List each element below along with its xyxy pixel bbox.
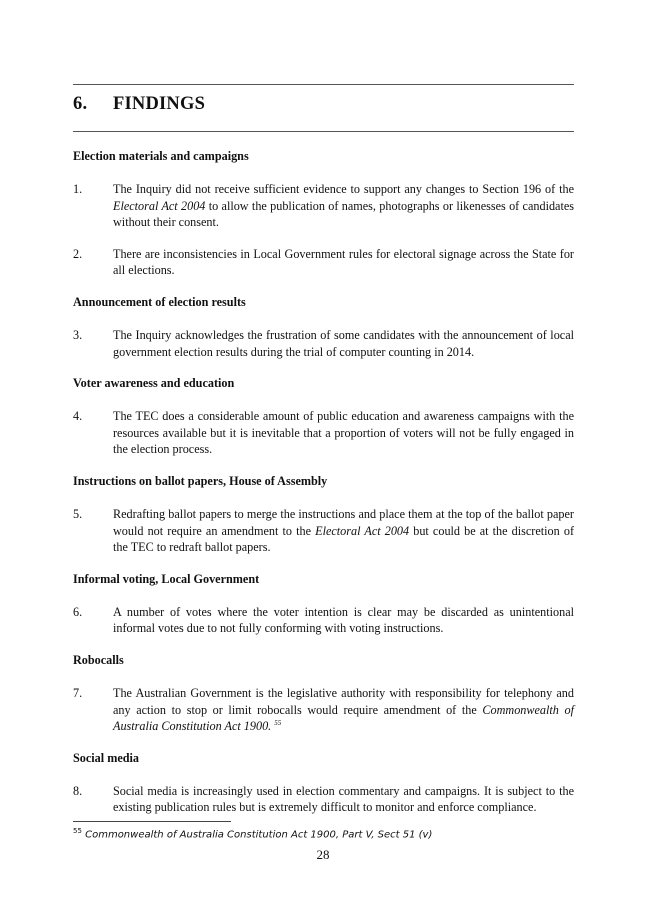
finding-number: 4. xyxy=(73,409,83,424)
footnote-text: Commonwealth of Australia Constitution Act 1900, Part V, Sect 51 (v) xyxy=(85,829,433,841)
top-divider xyxy=(73,84,574,85)
findings-section xyxy=(73,750,574,816)
findings-section xyxy=(73,571,574,637)
finding-item xyxy=(73,327,574,360)
finding-item xyxy=(73,246,574,279)
findings-section xyxy=(73,652,574,735)
finding-number: 5. xyxy=(73,506,83,521)
section-heading: Robocalls xyxy=(73,652,124,667)
finding-text: Redrafting ballot papers to merge the instructions and place them at the top of the ballot paper would not require an amendment to the xyxy=(113,506,574,538)
section-heading: Social media xyxy=(73,750,140,765)
findings-section xyxy=(73,148,574,279)
findings-body xyxy=(73,148,574,831)
act-title: Electoral Act 2004 xyxy=(315,523,410,538)
findings-section xyxy=(73,375,574,458)
finding-text-continued: but could be at the discretion of the TEC to redraft ballot papers. xyxy=(113,523,575,555)
findings-section xyxy=(73,294,574,360)
heading-divider xyxy=(73,131,574,132)
section-heading: Informal voting, Local Government xyxy=(73,571,260,586)
act-title: Commonwealth of Australia Constitution Act 1900. xyxy=(113,702,574,734)
finding-item xyxy=(73,506,574,556)
finding-text: The Inquiry acknowledges the frustration of some candidates with the announcement of local government election results during the trial of computer counting in 2014. xyxy=(113,327,574,359)
finding-item xyxy=(73,181,574,231)
finding-number: 8. xyxy=(73,783,83,798)
finding-text: Social media is increasingly used in election commentary and campaigns. It is subject to the existing publication rules but is extremely difficult to monitor and enforce compliance. xyxy=(113,783,574,815)
finding-item xyxy=(73,783,574,816)
chapter-number: 6. xyxy=(73,94,88,114)
finding-item xyxy=(73,408,574,458)
finding-text: The Inquiry did not receive sufficient evidence to support any changes to Section 196 of the xyxy=(113,182,574,196)
chapter-title: FINDINGS xyxy=(113,94,206,114)
finding-text: There are inconsistencies in Local Government rules for electoral signage across the State for all elections. xyxy=(113,246,574,278)
chapter-heading xyxy=(73,94,205,115)
footnote-reference: 55 xyxy=(274,719,282,728)
finding-number: 3. xyxy=(73,327,83,342)
section-heading: Instructions on ballot papers, House of Assembly xyxy=(73,473,328,488)
finding-number: 2. xyxy=(73,246,83,261)
section-heading: Announcement of election results xyxy=(73,294,246,309)
section-heading: Voter awareness and education xyxy=(73,376,235,391)
page-number: 28 xyxy=(316,847,330,862)
footnote-divider xyxy=(73,821,231,822)
finding-text-continued: to allow the publication of names, photographs or likenesses of candidates without their consent. xyxy=(113,198,574,230)
finding-text: The TEC does a considerable amount of public education and awareness campaigns with the resources available but it is inevitable that a proportion of voters will not be fully engaged in the election process. xyxy=(113,409,574,457)
finding-text: The Australian Government is the legislative authority with responsibility for telephony and any action to stop or limit robocalls would require amendment of the xyxy=(113,685,574,717)
section-heading: Election materials and campaigns xyxy=(73,149,249,163)
finding-number: 6. xyxy=(73,604,83,619)
finding-number: 7. xyxy=(73,685,83,700)
footnote xyxy=(73,827,432,840)
act-title: Electoral Act 2004 xyxy=(113,198,206,213)
finding-item xyxy=(73,604,574,637)
finding-item xyxy=(73,685,574,735)
findings-section xyxy=(73,473,574,556)
footnote-number: 55 xyxy=(73,827,82,835)
finding-text: A number of votes where the voter intention is clear may be discarded as unintentional informal votes due to not fully conforming with voting instructions. xyxy=(113,604,574,636)
finding-number: 1. xyxy=(73,182,83,196)
